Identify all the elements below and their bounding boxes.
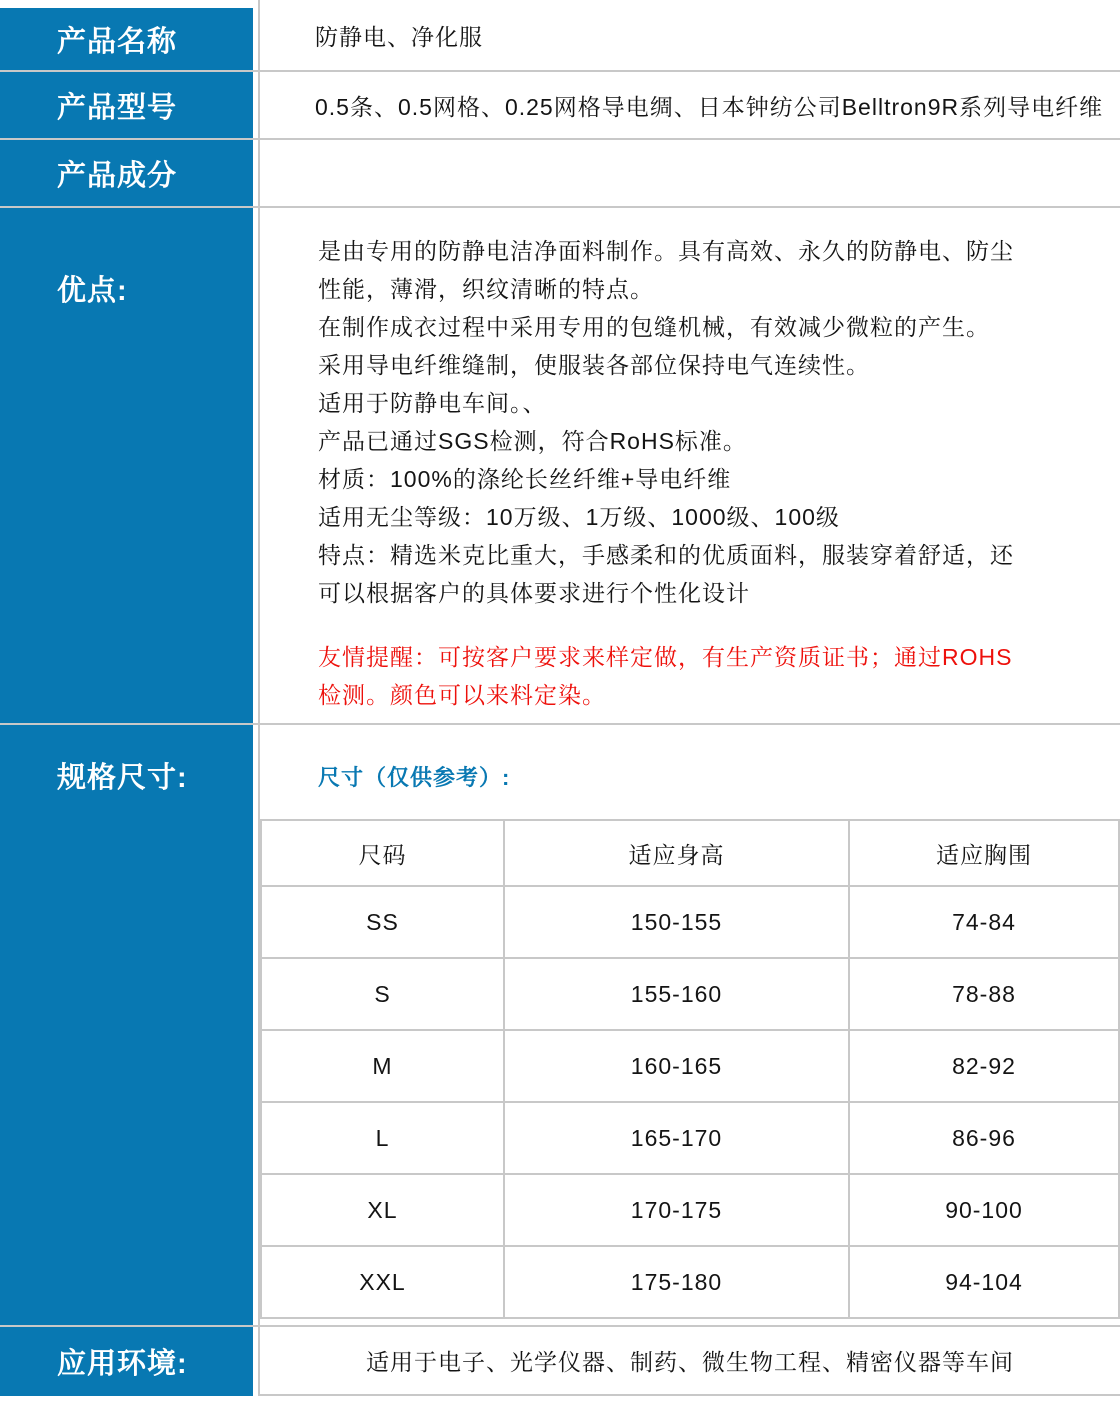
size-cell: SS xyxy=(261,886,504,958)
size-column-header: 尺码 xyxy=(261,820,504,886)
friendly-reminder-line: 友情提醒：可按客户要求来样定做，有生产资质证书；通过ROHS xyxy=(318,644,1013,670)
chest-cell: 94-104 xyxy=(849,1246,1119,1318)
height-cell: 155-160 xyxy=(504,958,849,1030)
product-composition-value xyxy=(260,140,1120,206)
size-row-xxl xyxy=(261,1246,1119,1318)
advantages-line: 采用导电纤维缝制，使服装各部位保持电气连续性。 xyxy=(318,352,870,378)
advantages-label: 优点: xyxy=(57,275,128,307)
size-row-ss xyxy=(261,886,1119,958)
row-product-name xyxy=(0,0,1120,70)
size-table-header-row xyxy=(261,820,1119,886)
product-composition-label-cell xyxy=(0,140,253,206)
product-model-label: 产品型号 xyxy=(57,91,178,124)
height-column-header: 适应身高 xyxy=(504,820,849,886)
friendly-reminder-line: 检测。颜色可以来料定染。 xyxy=(318,682,606,708)
size-row-l xyxy=(261,1102,1119,1174)
size-row-s xyxy=(261,958,1119,1030)
row-application xyxy=(0,1325,1120,1396)
advantages-line: 性能，薄滑，织纹清晰的特点。 xyxy=(318,276,654,302)
specifications-label: 规格尺寸: xyxy=(57,762,188,794)
specifications-content xyxy=(260,725,1120,1325)
row-product-composition xyxy=(0,138,1120,206)
specifications-label-cell xyxy=(0,725,253,1325)
product-name-label: 产品名称 xyxy=(57,25,178,58)
chest-cell: 78-88 xyxy=(849,958,1119,1030)
height-cell: 160-165 xyxy=(504,1030,849,1102)
size-table-title: 尺寸（仅供参考）: xyxy=(318,765,511,790)
advantages-label-cell xyxy=(0,208,253,723)
size-table xyxy=(260,819,1120,1319)
product-model-value: 0.5条、0.5网格、0.25网格导电绸、日本钟纺公司Belltron9R系列导电纤维 xyxy=(260,72,1120,138)
size-cell: XL xyxy=(261,1174,504,1246)
row-product-model xyxy=(0,70,1120,138)
height-cell: 170-175 xyxy=(504,1174,849,1246)
size-cell: L xyxy=(261,1102,504,1174)
height-cell: 150-155 xyxy=(504,886,849,958)
size-cell: S xyxy=(261,958,504,1030)
height-cell: 165-170 xyxy=(504,1102,849,1174)
chest-cell: 86-96 xyxy=(849,1102,1119,1174)
advantages-line: 适用无尘等级：10万级、1万级、1000级、100级 xyxy=(318,504,840,530)
chest-column-header: 适应胸围 xyxy=(849,820,1119,886)
application-value: 适用于电子、光学仪器、制药、微生物工程、精密仪器等车间 xyxy=(260,1327,1120,1396)
advantages-line: 可以根据客户的具体要求进行个性化设计 xyxy=(318,580,750,606)
product-name-label-cell xyxy=(0,0,253,70)
size-cell: XXL xyxy=(261,1246,504,1318)
application-label: 应用环境: xyxy=(57,1348,188,1380)
application-label-cell xyxy=(0,1327,253,1396)
height-cell: 175-180 xyxy=(504,1246,849,1318)
advantages-line: 特点：精选米克比重大，手感柔和的优质面料，服装穿着舒适，还 xyxy=(318,542,1014,568)
advantages-line: 在制作成衣过程中采用专用的包缝机械，有效减少微粒的产生。 xyxy=(318,314,990,340)
row-specifications xyxy=(0,723,1120,1325)
product-model-label-cell xyxy=(0,72,253,138)
advantages-line: 产品已通过SGS检测，符合RoHS标准。 xyxy=(318,428,747,454)
chest-cell: 82-92 xyxy=(849,1030,1119,1102)
product-name-value: 防静电、净化服 xyxy=(260,0,1120,70)
row-advantages xyxy=(0,206,1120,723)
chest-cell: 74-84 xyxy=(849,886,1119,958)
advantages-line: 是由专用的防静电洁净面料制作。具有高效、永久的防静电、防尘 xyxy=(318,238,1014,264)
friendly-reminder-note xyxy=(318,638,1080,714)
chest-cell: 90-100 xyxy=(849,1174,1119,1246)
size-row-xl xyxy=(261,1174,1119,1246)
product-composition-label: 产品成分 xyxy=(57,159,178,192)
size-row-m xyxy=(261,1030,1119,1102)
advantages-line: 材质：100%的涤纶长丝纤维+导电纤维 xyxy=(318,466,732,492)
advantages-line: 适用于防静电车间。、 xyxy=(318,390,547,416)
size-cell: M xyxy=(261,1030,504,1102)
advantages-content xyxy=(260,208,1120,723)
